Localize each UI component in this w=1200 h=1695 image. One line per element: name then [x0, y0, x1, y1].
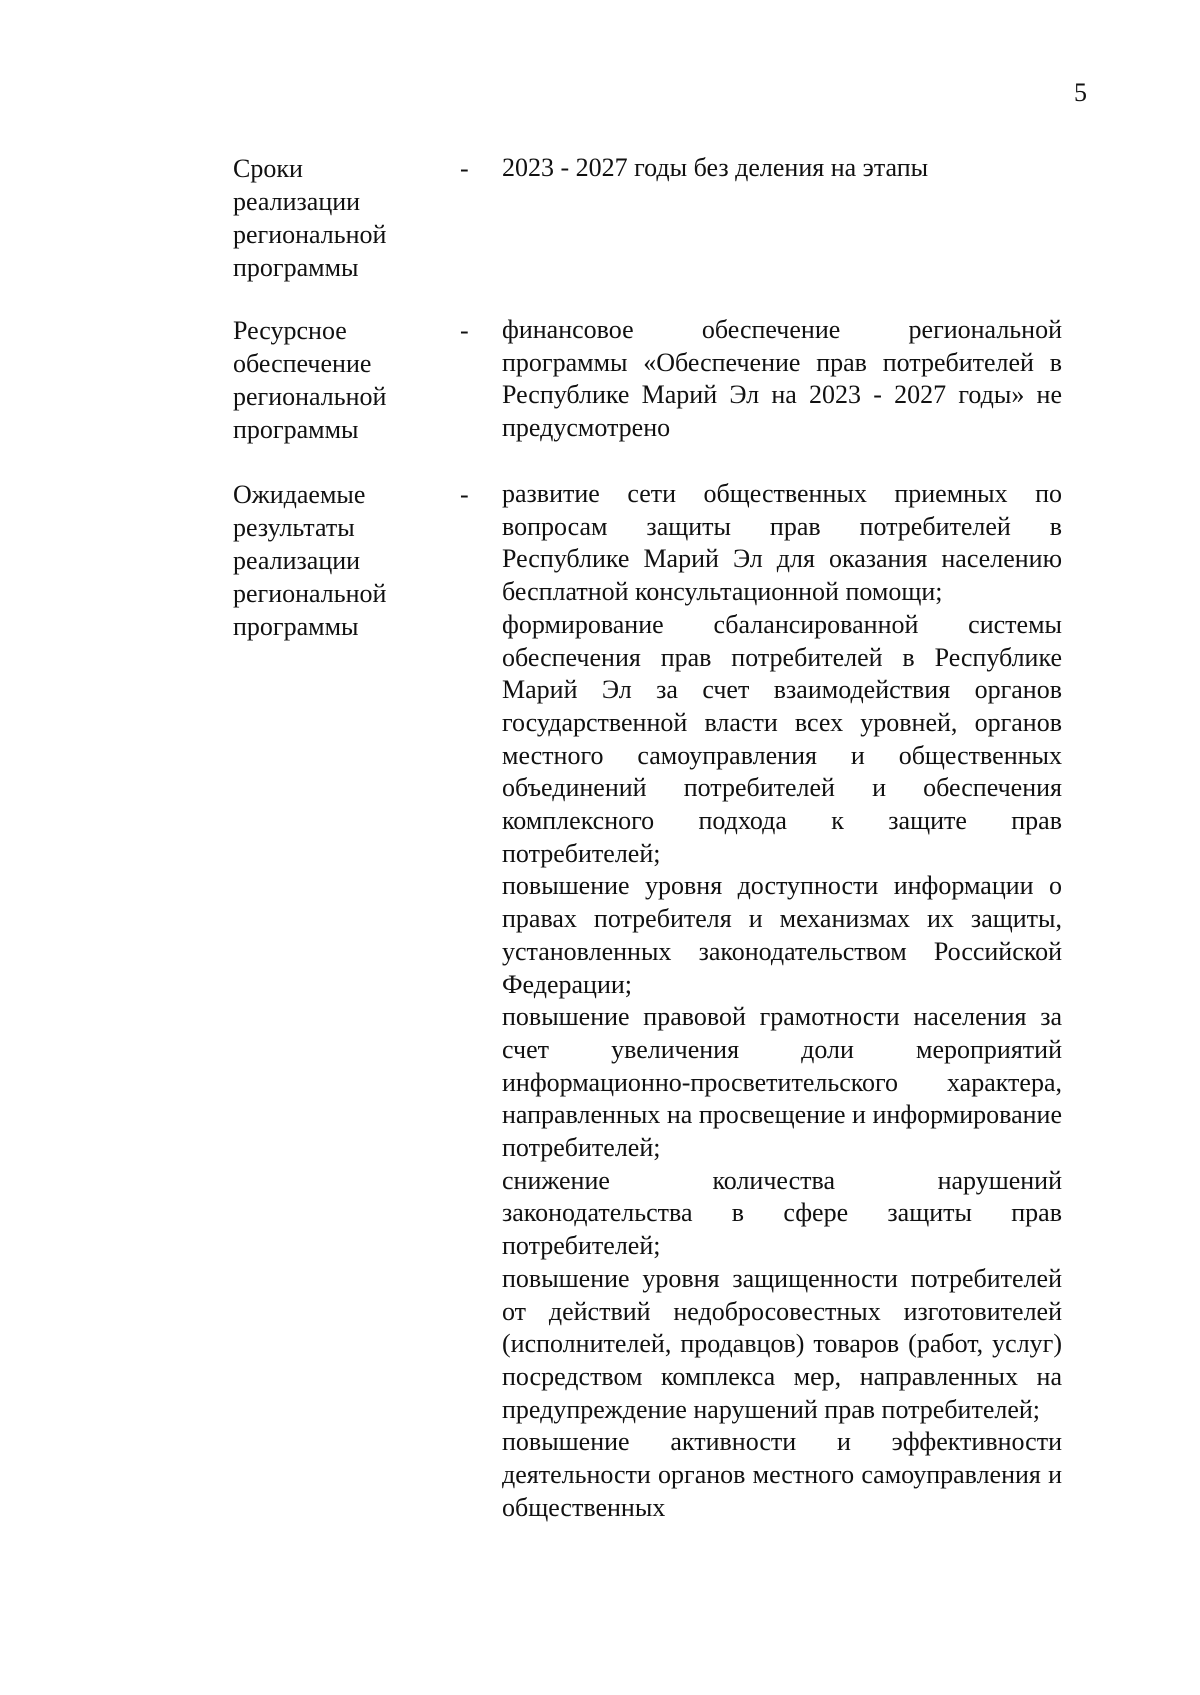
value-paragraph: повышение уровня доступности информации о правах потребителя и механизмах их защиты, установленных законодательством Российской Федерации; [502, 871, 1062, 999]
label-line: Ресурсное [233, 316, 347, 345]
label-line: результаты [233, 513, 355, 542]
section-label [233, 478, 433, 643]
value-paragraph: формирование сбалансированной системы обеспечения прав потребителей в Республике Марий Эл за счет взаимодействия органов государственной власти всех уровней, органов местного самоуправления и общественных объединений потребителей и обеспечения комплексного подхода к защите прав потребителей; [502, 609, 1062, 868]
dash-separator: - [460, 154, 469, 183]
value-paragraph: 2023 - 2027 годы без деления на этапы [502, 153, 929, 182]
section-value [502, 152, 1062, 185]
label-line: программы [233, 612, 359, 641]
section-label [233, 314, 433, 446]
label-line: реализации [233, 187, 361, 216]
label-line: региональной [233, 382, 387, 411]
label-line: Сроки [233, 154, 303, 183]
label-line: обеспечение [233, 349, 372, 378]
label-line: реализации [233, 546, 361, 575]
value-paragraph: снижение количества нарушений законодательства в сфере защиты прав потребителей; [502, 1165, 1062, 1261]
label-line: региональной [233, 220, 387, 249]
value-paragraph: финансовое обеспечение региональной программы «Обеспечение прав потребителей в Республике Марий Эл на 2023 - 2027 годы» не предусмотрено [502, 315, 1062, 443]
section-label [233, 152, 433, 284]
dash-separator: - [460, 316, 469, 345]
section-value [502, 478, 1062, 1525]
label-line: Ожидаемые [233, 480, 366, 509]
value-paragraph: повышение активности и эффективности деятельности органов местного самоуправления и общественных [502, 1427, 1062, 1522]
page-number: 5 [1074, 78, 1087, 107]
label-line: программы [233, 415, 359, 444]
section-value [502, 314, 1062, 445]
value-paragraph: повышение уровня защищенности потребителей от действий недобросовестных изготовителей (исполнителей, продавцов) товаров (работ, услуг) посредством комплекса мер, направленных на предупреждение нарушений прав потребителей; [502, 1263, 1062, 1424]
value-paragraph: развитие сети общественных приемных по вопросам защиты прав потребителей в Республике Марий Эл для оказания населению бесплатной консультационной помощи; [502, 479, 1062, 607]
label-line: региональной [233, 579, 387, 608]
value-paragraph: повышение правовой грамотности населения за счет увеличения доли мероприятий информационно-просветительского характера, направленных на просвещение и информирование потребителей; [502, 1002, 1062, 1163]
label-line: программы [233, 253, 359, 282]
dash-separator: - [460, 480, 469, 509]
